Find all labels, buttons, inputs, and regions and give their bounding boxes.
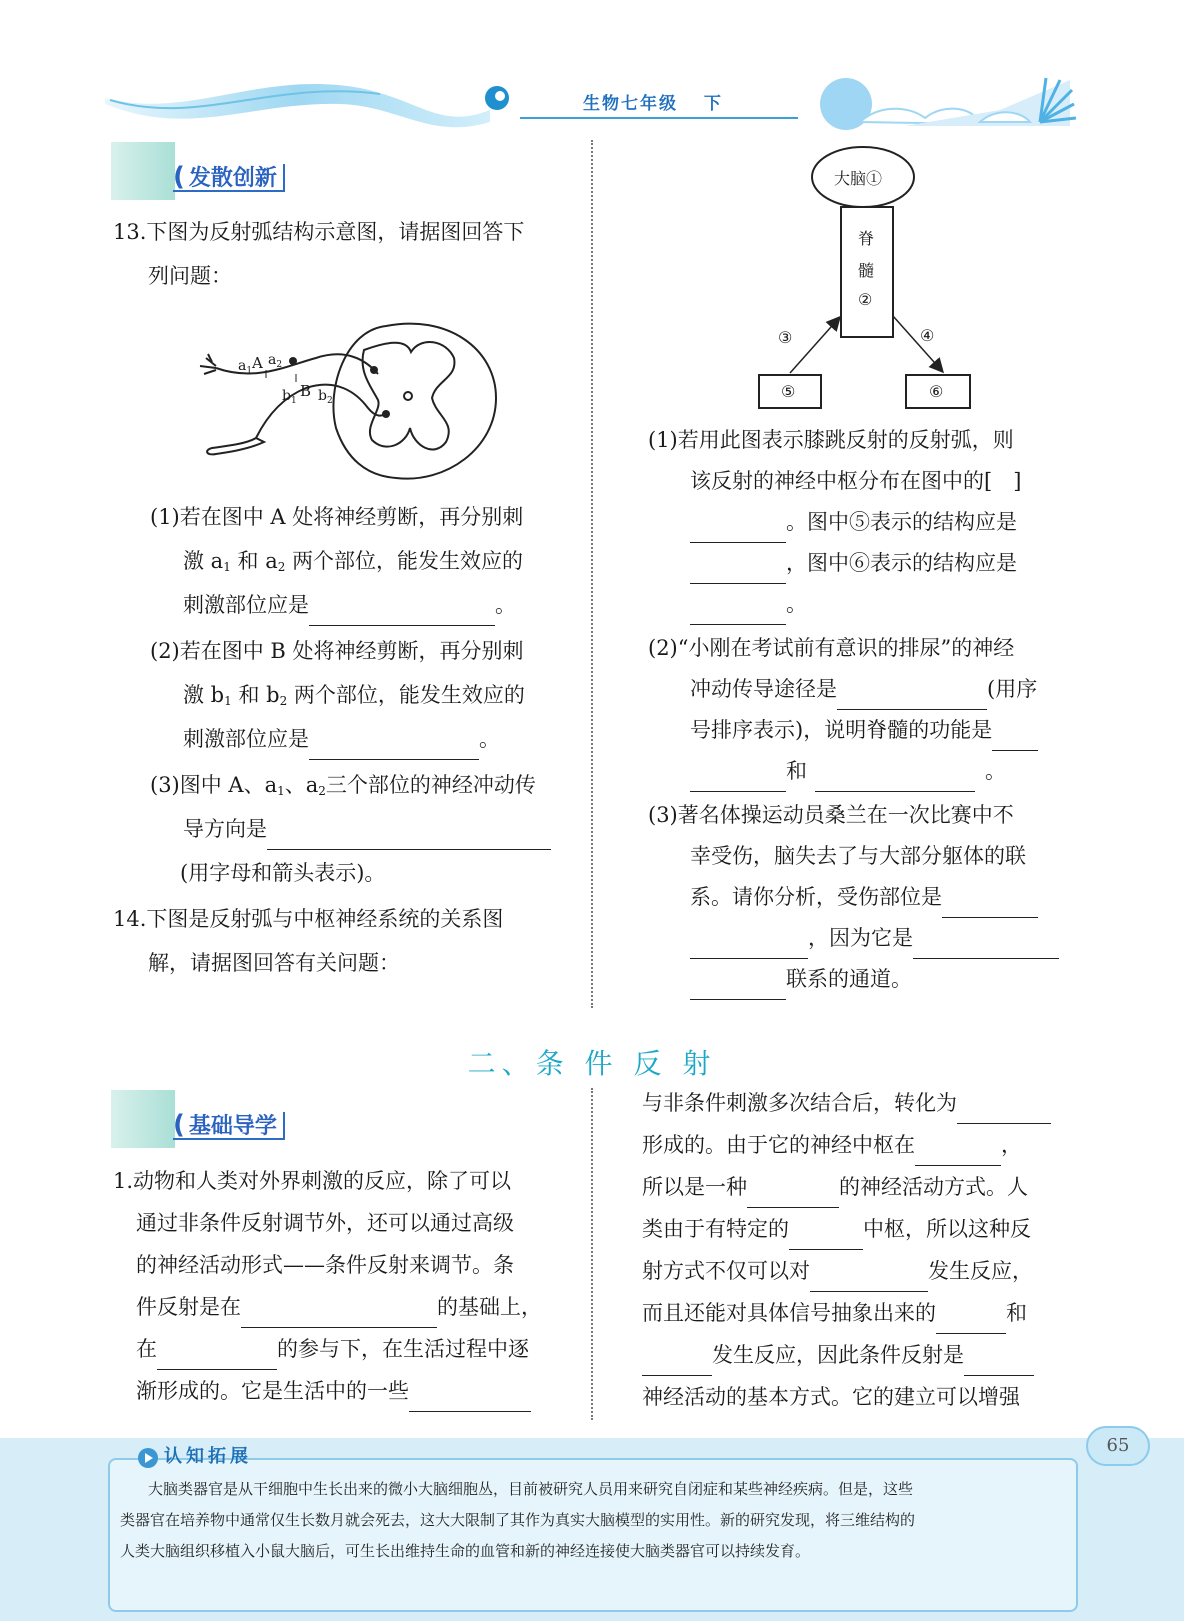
q13-p1-line3 <box>183 584 516 626</box>
basic-q1-r8: 神经活动的基本方式。它的建立可以增强 <box>642 1385 1020 1409</box>
period: 。 <box>495 593 516 617</box>
answer-blank[interactable] <box>241 1297 437 1328</box>
answer-blank[interactable] <box>409 1381 531 1412</box>
q14-p3-line3 <box>690 876 1038 918</box>
q14-p1-line4 <box>690 542 1017 584</box>
q14-stem-line1: 14.下图是反射弧与中枢神经系统的关系图 <box>113 907 504 931</box>
basic-q1-line2: 通过非条件反射调节外，还可以通过高级 <box>136 1211 514 1235</box>
q14-p3-line2: 幸受伤，脑失去了与大部分躯体的联 <box>690 844 1026 868</box>
text: 形成的。由于它的神经中枢在 <box>642 1133 915 1157</box>
section-title-basic: 基础导学 <box>188 1114 277 1139</box>
label-3: ③ <box>778 328 793 347</box>
hook-icon: ( <box>173 162 185 192</box>
spine-label-3: ② <box>858 290 873 309</box>
basic-q1-r3 <box>642 1166 1028 1208</box>
basic-q1-r4 <box>642 1208 1031 1250</box>
text: 中枢，所以这种反 <box>863 1217 1031 1241</box>
q13-p1-line2 <box>183 540 523 588</box>
extension-line1: 大脑类器官是从干细胞中生长出来的微小大脑细胞丛，目前被研究人员用来研究自闭症和某些神经疾病。但是，这些 <box>148 1480 914 1498</box>
answer-blank[interactable] <box>936 1303 1006 1334</box>
q14-p2-note: (用序 <box>987 677 1038 701</box>
volume-text: 下 <box>703 94 723 114</box>
q14-stem-line2: 解，请据图回答有关问题： <box>148 951 400 975</box>
basic-q1-r6 <box>642 1292 1027 1334</box>
label-A: A <box>252 354 263 372</box>
basic-q1-r1 <box>642 1082 1051 1124</box>
answer-blank[interactable] <box>642 1345 712 1376</box>
q13-p2-line3 <box>183 718 500 760</box>
q13-p3-prompt: 导方向是 <box>183 817 267 841</box>
answer-blank[interactable] <box>815 761 975 792</box>
answer-blank[interactable] <box>690 928 808 959</box>
label-a1-text: a <box>238 358 247 374</box>
q14-p3-line1: (3)著名体操运动员桑兰在一次比赛中不 <box>648 803 1014 827</box>
answer-blank[interactable] <box>837 679 987 710</box>
answer-blank[interactable] <box>964 1345 1034 1376</box>
text: 在 <box>136 1337 157 1361</box>
answer-blank[interactable] <box>690 512 786 543</box>
answer-blank[interactable] <box>309 595 495 626</box>
badge-gradient-block <box>111 1090 175 1148</box>
spine-label-1: 脊 <box>858 229 875 248</box>
column-divider-bottom <box>591 1088 593 1420</box>
basic-q1-r7 <box>642 1334 1034 1376</box>
section-badge-divergent <box>111 142 341 200</box>
q14-p2-function: 号排序表示)，说明脊髓的功能是 <box>690 718 993 742</box>
label-b2-text: b <box>318 388 327 404</box>
answer-blank[interactable] <box>690 761 786 792</box>
q13-p2-rest: 两个部位，能发生效应的 <box>293 683 525 707</box>
q13-stem-line1: 13.下图为反射弧结构示意图，请据图回答下 <box>113 220 525 244</box>
text: 的参与下，在生活过程中逐 <box>277 1337 529 1361</box>
q13-p2-b1: 激 b <box>183 683 225 707</box>
basic-q1-line5 <box>136 1328 529 1370</box>
q13-p2-line2 <box>183 674 525 722</box>
text: 发生反应， <box>928 1259 1033 1283</box>
brain-label: 大脑① <box>834 169 883 188</box>
answer-blank[interactable] <box>690 553 786 584</box>
q14-p3-because: ，因为它是 <box>808 926 913 950</box>
sub-1: 1 <box>223 560 231 574</box>
q14-p3-tail: 联系的通道。 <box>786 967 912 991</box>
label-b2-sub: 2 <box>326 396 333 406</box>
extension-play-icon <box>138 1448 158 1468</box>
label-a1 <box>238 358 252 376</box>
basic-q1-r2 <box>642 1124 1022 1166</box>
q13-p2-b2: 和 b <box>238 683 280 707</box>
label-B: B <box>300 382 312 400</box>
label-a1-sub: 1 <box>246 366 253 376</box>
reflex-arc-figure <box>196 318 506 484</box>
answer-blank[interactable] <box>309 729 479 760</box>
answer-blank[interactable] <box>157 1339 277 1370</box>
text: 的基础上， <box>437 1295 542 1319</box>
badge-label <box>173 1112 285 1140</box>
text: 件反射是在 <box>136 1295 241 1319</box>
label-b1-text: b <box>282 388 291 404</box>
q13-p2-prompt: 刺激部位应是 <box>183 727 309 751</box>
q13-p1-rest: 两个部位，能发生效应的 <box>292 549 524 573</box>
label-b1 <box>282 388 297 406</box>
q14-p2-line1: (2)“小刚在考试前有意识的排尿”的神经 <box>648 636 1015 660</box>
section-badge-basic <box>111 1090 341 1148</box>
q14-p1-line2: 该反射的神经中枢分布在图中的[ ] <box>690 469 1022 493</box>
and-text: 和 <box>786 759 807 783</box>
q14-p1-line3 <box>690 501 1017 543</box>
book-title-text: 生物七年级 <box>583 94 678 114</box>
page-number: 65 <box>1106 1435 1130 1456</box>
q14-p3-line5 <box>690 958 912 1000</box>
text: 与非条件刺激多次结合后，转化为 <box>642 1091 957 1115</box>
q14-p3-line4 <box>690 917 1059 959</box>
text: 类由于有特定的 <box>642 1217 789 1241</box>
label-4: ④ <box>920 326 935 345</box>
text: 而且还能对具体信号抽象出来的 <box>642 1301 936 1325</box>
extension-label: 认知拓展 <box>164 1446 252 1467</box>
section-title-divergent: 发散创新 <box>188 166 277 191</box>
q14-p1-text3: 。图中⑤表示的结构应是 <box>786 510 1017 534</box>
q14-p1-line1: (1)若用此图表示膝跳反射的反射弧，则 <box>648 428 1014 452</box>
answer-blank[interactable] <box>915 1135 1001 1166</box>
answer-blank[interactable] <box>690 969 786 1000</box>
q13-stem-line2: 列问题： <box>148 264 232 288</box>
basic-q1-line3: 的神经活动形式——条件反射来调节。条 <box>136 1253 514 1277</box>
text: 发生反应，因此条件反射是 <box>712 1343 964 1367</box>
text: 和 <box>1006 1301 1027 1325</box>
answer-blank[interactable] <box>942 887 1038 918</box>
q14-p3-prompt: 系。请你分析，受伤部位是 <box>690 885 942 909</box>
label-a2 <box>268 352 282 370</box>
label-a2-sub: 2 <box>276 360 283 370</box>
answer-blank[interactable] <box>789 1219 863 1250</box>
sub-2: 2 <box>279 694 288 708</box>
answer-blank[interactable] <box>957 1093 1051 1124</box>
answer-blank[interactable] <box>992 720 1038 751</box>
text: 射方式不仅可以对 <box>642 1259 810 1283</box>
period: 。 <box>479 727 500 751</box>
answer-blank[interactable] <box>810 1261 928 1292</box>
q14-p2-line3 <box>690 709 1038 751</box>
sub-2: 2 <box>318 784 326 798</box>
sub-2: 2 <box>277 560 286 574</box>
q14-p2-line2 <box>690 668 1037 710</box>
answer-blank[interactable] <box>913 928 1059 959</box>
period: 。 <box>786 592 807 616</box>
reflex-arc-diagram <box>196 318 506 484</box>
hook-icon: ( <box>173 1110 185 1140</box>
q14-p1-line5 <box>690 583 807 625</box>
basic-q1-r5 <box>642 1250 1033 1292</box>
basic-q1-line1: 1.动物和人类对外界刺激的反应，除了可以 <box>113 1169 512 1193</box>
header-book-title <box>583 89 723 114</box>
badge-label <box>173 164 285 192</box>
basic-q1-line4 <box>136 1286 542 1328</box>
q13-p2-line1: (2)若在图中 B 处将神经剪断，再分别刺 <box>150 639 524 663</box>
label-6: ⑥ <box>929 382 944 401</box>
q13-p3-line3: (用字母和箭头表示)。 <box>180 861 386 885</box>
extension-line3: 人类大脑组织移植入小鼠大脑后，可生长出维持生命的血管和新的神经连接使大脑类器官可以持续发育。 <box>120 1542 811 1560</box>
label-5: ⑤ <box>781 382 796 401</box>
q13-p3-line1 <box>150 764 536 812</box>
period: 。 <box>985 759 1006 783</box>
q13-p1-a2: 和 a <box>237 549 278 573</box>
sub-1: 1 <box>277 784 285 798</box>
section-subtitle: 二、条 件 反 射 <box>467 1047 717 1080</box>
spine-label-2: 髓 <box>858 261 875 280</box>
label-a2-text: a <box>268 352 277 368</box>
answer-blank[interactable] <box>747 1177 839 1208</box>
q14-p2-line4 <box>690 750 1006 792</box>
q13-p1-prompt: 刺激部位应是 <box>183 593 309 617</box>
q14-p1-text4: ，图中⑥表示的结构应是 <box>786 551 1017 575</box>
text: 渐形成的。它是生活中的一些 <box>136 1379 409 1403</box>
extension-line2: 类器官在培养物中通常仅生长数月就会死去，这大大限制了其作为真实大脑模型的实用性。新的研究发现，将三维结构的 <box>120 1511 916 1529</box>
q13-p3-c: 三个部位的神经冲动传 <box>325 773 536 797</box>
sub-1: 1 <box>224 694 232 708</box>
answer-blank[interactable] <box>267 819 551 850</box>
q14-p2-prompt: 冲动传导途径是 <box>690 677 837 701</box>
badge-gradient-block <box>111 142 175 200</box>
label-b1-sub: 1 <box>290 396 297 406</box>
answer-blank[interactable] <box>690 594 786 625</box>
cns-relation-figure <box>750 140 990 410</box>
q13-p1-a1: 激 a <box>183 549 224 573</box>
q13-p3-a: (3)图中 A、a <box>150 773 278 797</box>
text: 所以是一种 <box>642 1175 747 1199</box>
basic-q1-line6 <box>136 1370 531 1412</box>
text: ， <box>1001 1133 1022 1157</box>
column-divider-top <box>591 140 593 1008</box>
q13-p3-b: 、a <box>284 773 319 797</box>
label-b2 <box>318 388 333 406</box>
page-number-badge <box>1086 1426 1150 1466</box>
q13-p1-line1: (1)若在图中 A 处将神经剪断，再分别刺 <box>150 505 524 529</box>
text: 的神经活动方式。人 <box>839 1175 1028 1199</box>
q13-p3-line2 <box>183 808 551 850</box>
